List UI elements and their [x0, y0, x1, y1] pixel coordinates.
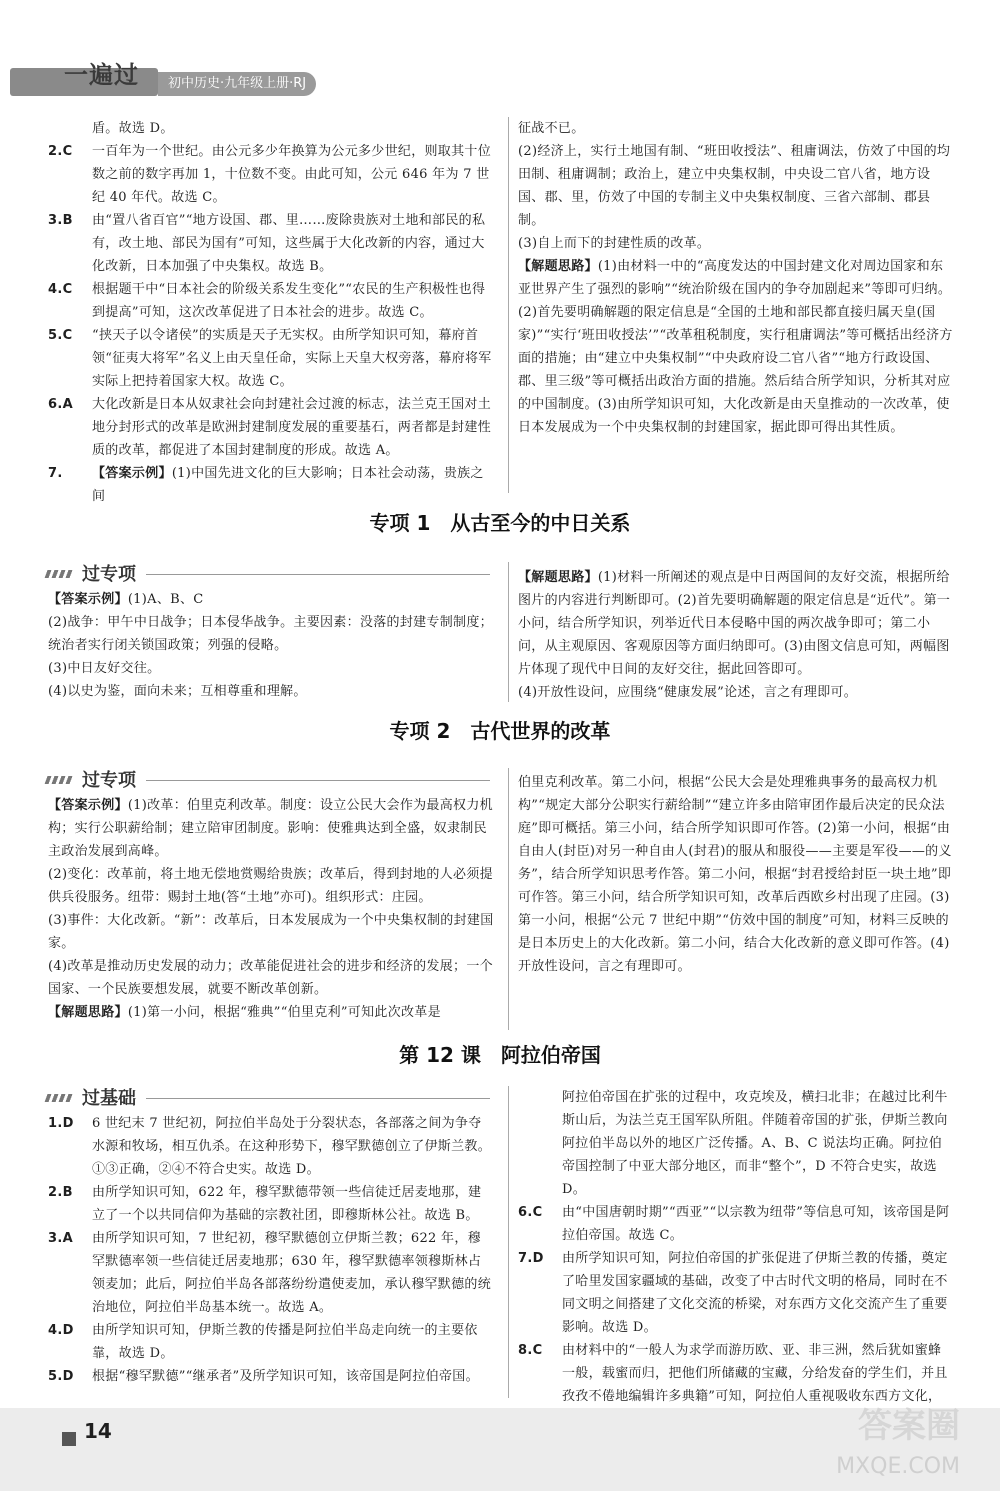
answer-text: (3)自上而下的封建性质的改革。	[518, 236, 711, 251]
answer-label: 【解题思路】	[48, 1005, 128, 1020]
answer-label: 【答案示例】	[48, 592, 128, 607]
answer-number: 4.D	[48, 1323, 74, 1338]
page-header	[0, 0, 1000, 110]
answer-item	[518, 1086, 954, 1201]
answer-text: (1)A、B、C	[127, 592, 204, 607]
answer-item	[518, 255, 954, 439]
answer-number: 7.	[48, 466, 63, 481]
answer-text: 一百年为一个世纪。由公元多少年换算为公元多少世纪，则取其十位数之前的数字再加 1，十位数不变。由此可知，公元 646 年为 7 世纪 40 年代。故选 C。	[92, 144, 492, 205]
answer-item	[48, 794, 494, 863]
subhead-label: 过专项	[82, 769, 136, 791]
answer-number: 3.A	[48, 1231, 73, 1246]
answer-item	[48, 1001, 494, 1024]
answer-text: (1)材料一所阐述的观点是中日两国间的友好交流，根据所给图片的内容进行判断即可。(2)首先要明确解题的限定信息是“近代”。第一小问，结合所学知识，列举近代日本侵略中国的两次战争即可；第二小问，从主观原因、客观原因等方面归纳即可。(3)由图文信息可知，两幅图片体现了现代中日间的友好交往，据此回答即可。	[518, 570, 951, 677]
answer-text: (2)变化：改革前，将土地无偿地赏赐给贵族；改革后，得到封地的人必须提供兵役服务。纽带：赐封土地(答“土地”亦可)。组织形式：庄园。	[48, 867, 493, 905]
subhead-rule	[146, 1098, 490, 1099]
answer-number: 5.D	[48, 1369, 74, 1384]
answer-number: 6.C	[518, 1205, 543, 1220]
answer-text: (4)以史为鉴，面向未来；互相尊重和理解。	[48, 684, 307, 699]
answer-number: 5.C	[48, 328, 73, 343]
answer-text: 由所学知识可知，伊斯兰教的传播是阿拉伯半岛走向统一的主要依靠，故选 D。	[92, 1323, 478, 1361]
page-marker-icon	[62, 1432, 76, 1446]
answer-item	[48, 278, 494, 324]
answer-text: (3)事件：大化改新。“新”：改革后，日本发展成为一个中央集权制的封建国家。	[48, 913, 494, 951]
subhead-mark-icon	[46, 774, 76, 786]
watermark: 答案圈	[858, 1406, 960, 1446]
section3-title: 第 12 课 阿拉伯帝国	[399, 1043, 601, 1067]
answer-item	[48, 209, 494, 278]
answer-item	[518, 1247, 954, 1339]
section3-right-column	[518, 1086, 954, 1454]
answer-number: 3.B	[48, 213, 73, 228]
block1-right-column	[518, 117, 954, 439]
answer-item	[518, 566, 954, 681]
answer-text: 征战不已。	[518, 121, 585, 136]
column-divider	[508, 562, 509, 702]
column-divider	[508, 768, 509, 1030]
answer-text: (2)战争：甲午中日战争；日本侵华战争。主要因素：没落的封建专制制度；统治者实行闭关锁国政策；列强的侵略。	[48, 615, 493, 653]
answer-number: 8.C	[518, 1343, 543, 1358]
answer-text: (2)经济上，实行土地国有制、“班田收授法”、租庸调法，仿效了中国的均田制、租庸调制；政治上，建立中央集权制，中央设二官八省，地方设国、郡、里，仿效了中国的专制主义中央集权制度、三省六部制、郡县制。	[518, 144, 951, 228]
block1-left-column	[48, 117, 494, 508]
answer-text: 由“中国唐朝时期”“西亚”“以宗教为纽带”等信息可知，该帝国是阿拉伯帝国。故选 C。	[562, 1205, 950, 1243]
answer-text: 根据题干中“日本社会的阶级关系发生变化”“农民的生产积极性也得到提高”可知，这次改革促进了日本社会的进步。故选 C。	[92, 282, 486, 320]
answer-item	[48, 117, 494, 140]
answer-item	[48, 462, 494, 508]
answer-item	[48, 657, 494, 680]
answer-text: 盾。故选 D。	[92, 121, 174, 136]
answer-item	[48, 588, 494, 611]
subhead-label: 过专项	[82, 563, 136, 585]
answer-item	[518, 1201, 954, 1247]
answer-item	[48, 1365, 494, 1388]
answer-item	[48, 909, 494, 955]
section2-subhead	[46, 768, 490, 792]
answer-text: 由所学知识可知，622 年，穆罕默德带领一些信徒迁居麦地那，建立了一个以共同信仰为基础的宗教社团，即穆斯林公社。故选 B。	[92, 1185, 482, 1223]
section2-left-column	[48, 794, 494, 1024]
answer-text: 由所学知识可知，阿拉伯帝国的扩张促进了伊斯兰教的传播，奠定了哈里发国家疆域的基础，改变了中古时代文明的格局，同时在不同文明之间搭建了文化交流的桥梁，对东西方文化交流产生了重要影响。故选 D。	[562, 1251, 948, 1335]
section3-left-column	[48, 1112, 494, 1388]
answer-item	[48, 611, 494, 657]
section1-right-column	[518, 566, 954, 704]
answer-text: 由“置八省百官”“地方设国、郡、里……废除贵族对土地和部民的私有，改土地、部民为国有”可知，这些属于大化改新的内容，通过大化改新，日本加强了中央集权。故选 B。	[92, 213, 486, 274]
answer-item	[518, 117, 954, 140]
answer-text: 6 世纪末 7 世纪初，阿拉伯半岛处于分裂状态，各部落之间为争夺水源和牧场，相互仇杀。在这种形势下，穆罕默德创立了伊斯兰教。①③正确，②④不符合史实。故选 D。	[92, 1116, 492, 1177]
answer-text: 大化改新是日本从奴隶社会向封建社会过渡的标志，法兰克王国对土地分封形式的改革是欧洲封建制度发展的重要基石，两者都是封建性质的改革，都促进了本国封建制度的形成。故选 A。	[92, 397, 492, 458]
answer-text: 由材料中的“一般人为求学而游历欧、亚、非三洲，然后犹如蜜蜂一般，载蜜而归，把他们所储藏的宝藏，分给发奋的学生们，并且孜孜不倦地编辑许多典籍”可知，阿拉伯人重视吸收东西方文化，	[562, 1343, 948, 1404]
answer-item	[48, 1227, 494, 1319]
answer-item	[48, 1181, 494, 1227]
answer-text: (4)改革是推动历史发展的动力；改革能促进社会的进步和经济的发展；一个国家、一个民族要想发展，就要不断改革创新。	[48, 959, 493, 997]
answer-item	[48, 140, 494, 209]
answer-number: 7.D	[518, 1251, 544, 1266]
answer-text: 根据“穆罕默德”“继承者”及所学知识可知，该帝国是阿拉伯帝国。	[92, 1369, 479, 1384]
subhead-label: 过基础	[82, 1087, 136, 1109]
answer-item	[48, 1112, 494, 1181]
section1-left-column	[48, 588, 494, 703]
section1-title: 专项 1 从古至今的中日关系	[369, 511, 631, 535]
section2-title: 专项 2 古代世界的改革	[389, 719, 611, 743]
subhead-mark-icon	[46, 1092, 76, 1104]
answer-text: 阿拉伯帝国在扩张的过程中，攻克埃及，横扫北非；在越过比利牛斯山后，为法兰克王国军队所阻。伴随着帝国的扩张，伊斯兰教向阿拉伯半岛以外的地区广泛传播。A、B、C 说法均正确。阿拉伯帝国控制了中亚大部分地区，而非“整个”，D 不符合史实，故选 D。	[562, 1090, 948, 1197]
book-tag: 初中历史·九年级上册·RJ	[158, 72, 316, 96]
answer-text: (4)开放性设问，应围绕“健康发展”论述，言之有理即可。	[518, 685, 858, 700]
answer-item	[48, 680, 494, 703]
answer-item	[518, 681, 954, 704]
answer-text: 伯里克利改革。第二小问，根据“公民大会是处理雅典事务的最高权力机构”“规定大部分公职实行薪给制”“建立许多由陪审团作最后决定的民众法庭”即可概括。第三小问，结合所学知识即可作答。(2)第一小问，根据“由自由人(封臣)对另一种自由人(封君)的服从和服役——主要是军役——的义务”，结合所学知识思考作答。第二小问，根据“封君授给封臣一块土地”即可作答。第三小问，结合所学知识可知，改革后西欧乡村出现了庄园。(3)第一小问，根据“公元 7 世纪中期”“仿效中国的制度”可知，材料三反映的是日本历史上的大化改新。第二小问，结合大化改新的意义即可作答。(4)开放性设问，言之有理即可。	[518, 775, 952, 974]
answer-item	[48, 324, 494, 393]
answer-text: (1)改革：伯里克利改革。制度：设立公民大会作为最高权力机构；实行公职薪给制；建立陪审团制度。影响：使雅典达到全盛，奴隶制民主政治发展到高峰。	[48, 798, 493, 859]
watermark-url: MXQE.COM	[836, 1454, 960, 1479]
section2-right-column	[518, 771, 954, 978]
answer-item	[48, 863, 494, 909]
answer-number: 2.B	[48, 1185, 73, 1200]
answer-text: (1)第一小问，根据“雅典”“伯里克利”可知此次改革是	[127, 1005, 441, 1020]
page-number: 14	[84, 1419, 112, 1443]
answer-text: (1)中国先进文化的巨大影响；日本社会动荡，贵族之间	[92, 466, 484, 504]
answer-item	[48, 1319, 494, 1365]
subhead-rule	[146, 780, 490, 781]
answer-text: 由所学知识可知，7 世纪初，穆罕默德创立伊斯兰教；622 年，穆罕默德率领一些信徒迁居麦地那；630 年，穆罕默德率领穆斯林占领麦加；此后，阿拉伯半岛各部落纷纷遣使麦加，承认穆罕默德的统治地位，阿拉伯半岛基本统一。故选 A。	[92, 1231, 492, 1315]
answer-text: “挟天子以令诸侯”的实质是天子无实权。由所学知识可知，幕府首领“征夷大将军”名义上由天皇任命，实际上天皇大权旁落，幕府将军实际上把持着国家大权。故选 C。	[92, 328, 492, 389]
answer-number: 6.A	[48, 397, 73, 412]
section3-subhead	[46, 1086, 490, 1110]
answer-label: 【答案示例】	[92, 466, 172, 481]
answer-item	[518, 232, 954, 255]
answer-item	[48, 955, 494, 1001]
answer-text: (1)由材料一中的“高度发达的中国封建文化对周边国家和东亚世界产生了强烈的影响”“统治阶级在国内的争夺加剧起来”等即可归纳。(2)首先要明确解题的限定信息是“全国的土地和部民都直接归属天皇(国家)”“实行‘班田收授法’”“改革租税制度，实行租庸调法”等可概括出经济方面的措施；由“建立中央集权制”“中央政府设二官八省”“地方行政设国、郡、里三级”等可概括出政治方面的措施。然后结合所学知识，分析其对应的中国制度。(3)由所学知识可知，大化改新是由天皇推动的一次改革，使日本发展成为一个中央集权制的封建国家，据此即可得出其性质。	[518, 259, 953, 435]
answer-number: 4.C	[48, 282, 73, 297]
answer-label: 【答案示例】	[48, 798, 128, 813]
subhead-rule	[146, 574, 490, 575]
answer-item	[518, 140, 954, 232]
answer-text: (3)中日友好交往。	[48, 661, 161, 676]
answer-item	[48, 393, 494, 462]
answer-item	[518, 771, 954, 978]
column-divider	[508, 1086, 509, 1398]
column-divider	[508, 117, 509, 493]
answer-number: 2.C	[48, 144, 73, 159]
answer-label: 【解题思路】	[518, 570, 598, 585]
logo-text: 一遍过	[64, 61, 139, 89]
answer-number: 1.D	[48, 1116, 74, 1131]
section1-subhead	[46, 562, 490, 586]
subhead-mark-icon	[46, 568, 76, 580]
answer-label: 【解题思路】	[518, 259, 598, 274]
